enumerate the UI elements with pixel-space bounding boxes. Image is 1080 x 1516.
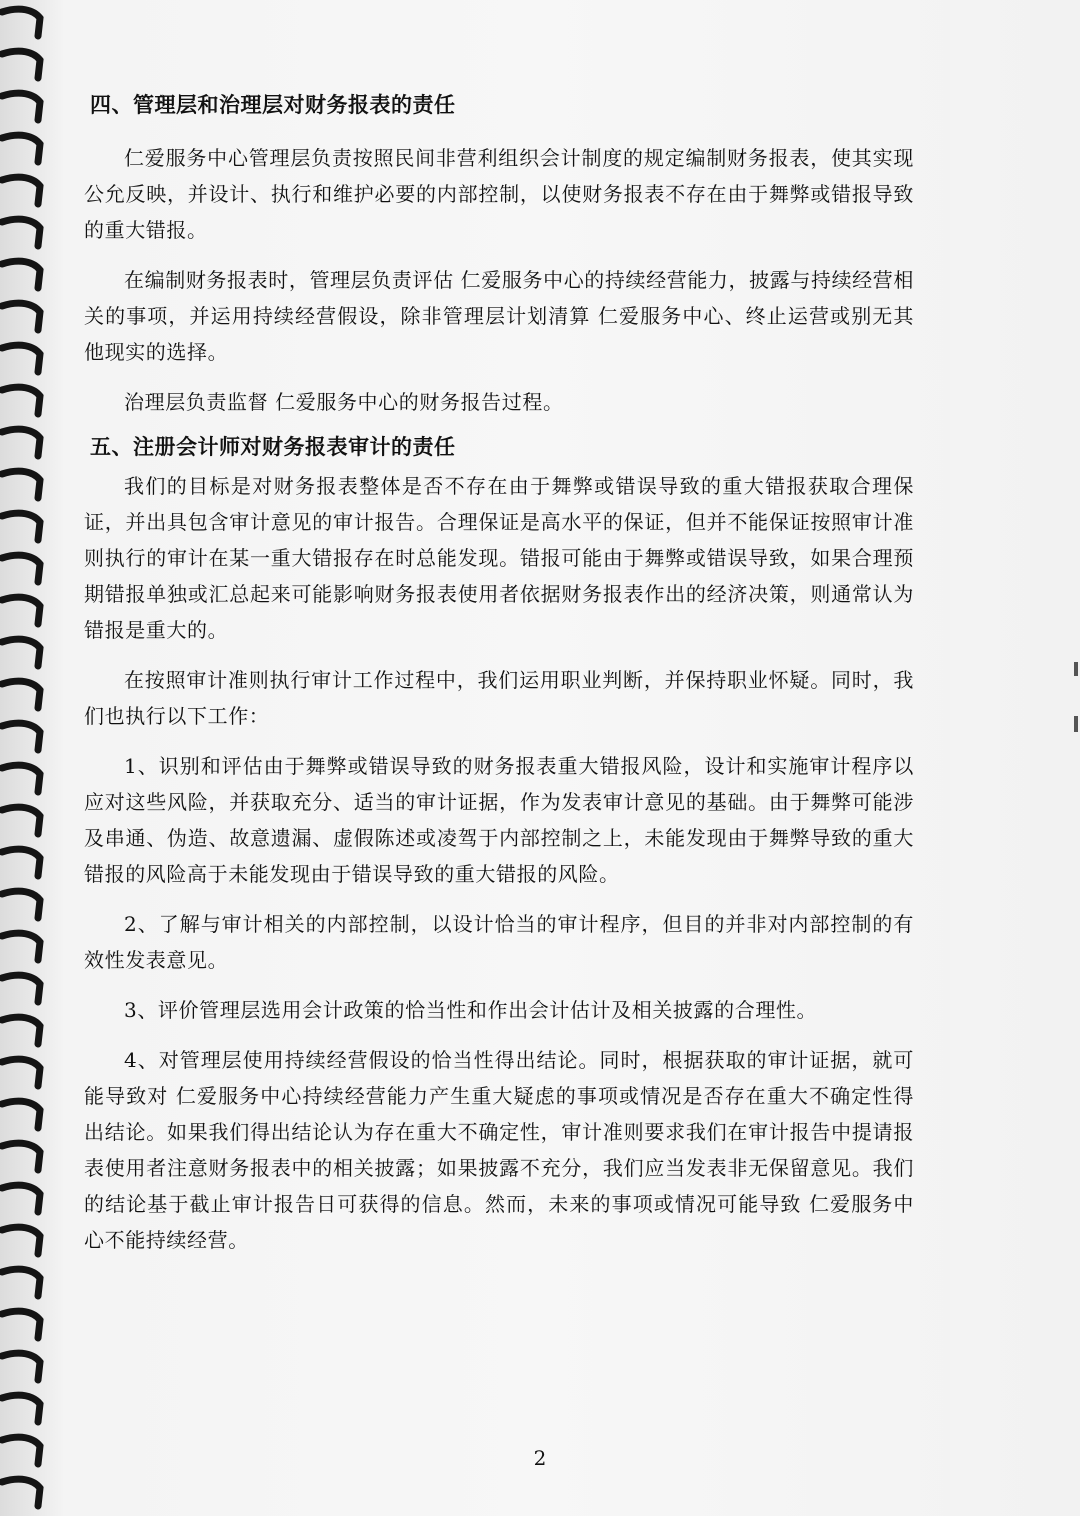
binding-ring [2, 261, 40, 288]
binding-ring [2, 345, 40, 372]
list-item-1: 1、识别和评估由于舞弊或错误导致的财务报表重大错报风险，设计和实施审计程序以应对这些风险，并获取充分、适当的审计证据，作为发表审计意见的基础。由于舞弊可能涉及串通、伪造、故意遗漏、虚假陈述或凌驾于内部控制之上，未能发现由于舞弊导致的重大错报的风险高于未能发现由于错误导致的重大错报的风险。 [84, 754, 914, 886]
binding-ring [2, 1101, 40, 1128]
binding-ring [2, 1017, 40, 1044]
binding-ring [2, 681, 40, 708]
binding-ring [2, 303, 40, 330]
binding-ring [2, 51, 40, 78]
paragraph: 在编制财务报表时，管理层负责评估 仁爱服务中心的持续经营能力，披露与持续经营相关的事项，并运用持续经营假设，除非管理层计划清算 仁爱服务中心、终止运营或别无其他现实的选择。 [84, 268, 914, 364]
binding-ring [2, 1227, 40, 1254]
binding-ring [2, 723, 40, 750]
binding-ring [2, 1143, 40, 1170]
binding-ring [2, 849, 40, 876]
edge-mark [1074, 716, 1078, 732]
list-item-2: 2、了解与审计相关的内部控制，以设计恰当的审计程序，但目的并非对内部控制的有效性发表意见。 [84, 912, 914, 972]
binding-ring [2, 639, 40, 666]
paragraph: 在按照审计准则执行审计工作过程中，我们运用职业判断，并保持职业怀疑。同时，我们也执行以下工作： [84, 668, 914, 728]
paragraph: 治理层负责监督 仁爱服务中心的财务报告过程。 [124, 390, 564, 414]
binding-ring [2, 1479, 40, 1506]
binding-ring [2, 1269, 40, 1296]
binding-ring [2, 387, 40, 414]
binding-ring [2, 9, 40, 36]
binding-ring [2, 135, 40, 162]
binding-ring [2, 1353, 40, 1380]
section-heading-4: 四、管理层和治理层对财务报表的责任 [90, 93, 456, 117]
binding-ring [2, 1311, 40, 1338]
spiral-binding [0, 0, 60, 1516]
edge-mark [1074, 662, 1078, 676]
binding-ring [2, 807, 40, 834]
page-number: 2 [533, 1446, 547, 1470]
paragraph: 仁爱服务中心管理层负责按照民间非营利组织会计制度的规定编制财务报表，使其实现公允反映，并设计、执行和维护必要的内部控制，以使财务报表不存在由于舞弊或错报导致的重大错报。 [84, 146, 914, 242]
binding-ring [2, 597, 40, 624]
binding-ring [2, 555, 40, 582]
binding-ring [2, 429, 40, 456]
document-body [84, 88, 914, 1272]
binding-ring [2, 177, 40, 204]
binding-ring [2, 975, 40, 1002]
binding-ring [2, 93, 40, 120]
binding-ring [2, 1395, 40, 1422]
list-item-3: 3、评价管理层选用会计政策的恰当性和作出会计估计及相关披露的合理性。 [124, 998, 818, 1022]
list-item-4: 4、对管理层使用持续经营假设的恰当性得出结论。同时，根据获取的审计证据，就可能导致对 仁爱服务中心持续经营能力产生重大疑虑的事项或情况是否存在重大不确定性得出结论。如果我们得出结论认为存在重大不确定性，审计准则要求我们在审计报告中提请报表使用者注意财务报表中的相关披露；如果披露不充分，我们应当发表非无保留意见。我们的结论基于截止审计报告日可获得的信息。然而，未来的事项或情况可能导致 仁爱服务中心不能持续经营。 [84, 1048, 914, 1252]
binding-ring [2, 471, 40, 498]
binding-ring [2, 891, 40, 918]
binding-ring [2, 765, 40, 792]
binding-ring [2, 1185, 40, 1212]
binding-ring [2, 513, 40, 540]
paragraph: 我们的目标是对财务报表整体是否不存在由于舞弊或错误导致的重大错报获取合理保证，并出具包含审计意见的审计报告。合理保证是高水平的保证，但并不能保证按照审计准则执行的审计在某一重大错报存在时总能发现。错报可能由于舞弊或错误导致，如果合理预期错报单独或汇总起来可能影响财务报表使用者依据财务报表作出的经济决策，则通常认为错报是重大的。 [84, 474, 914, 642]
section-heading-5: 五、注册会计师对财务报表审计的责任 [90, 435, 456, 459]
binding-ring [2, 219, 40, 246]
binding-ring [2, 933, 40, 960]
binding-ring [2, 1059, 40, 1086]
